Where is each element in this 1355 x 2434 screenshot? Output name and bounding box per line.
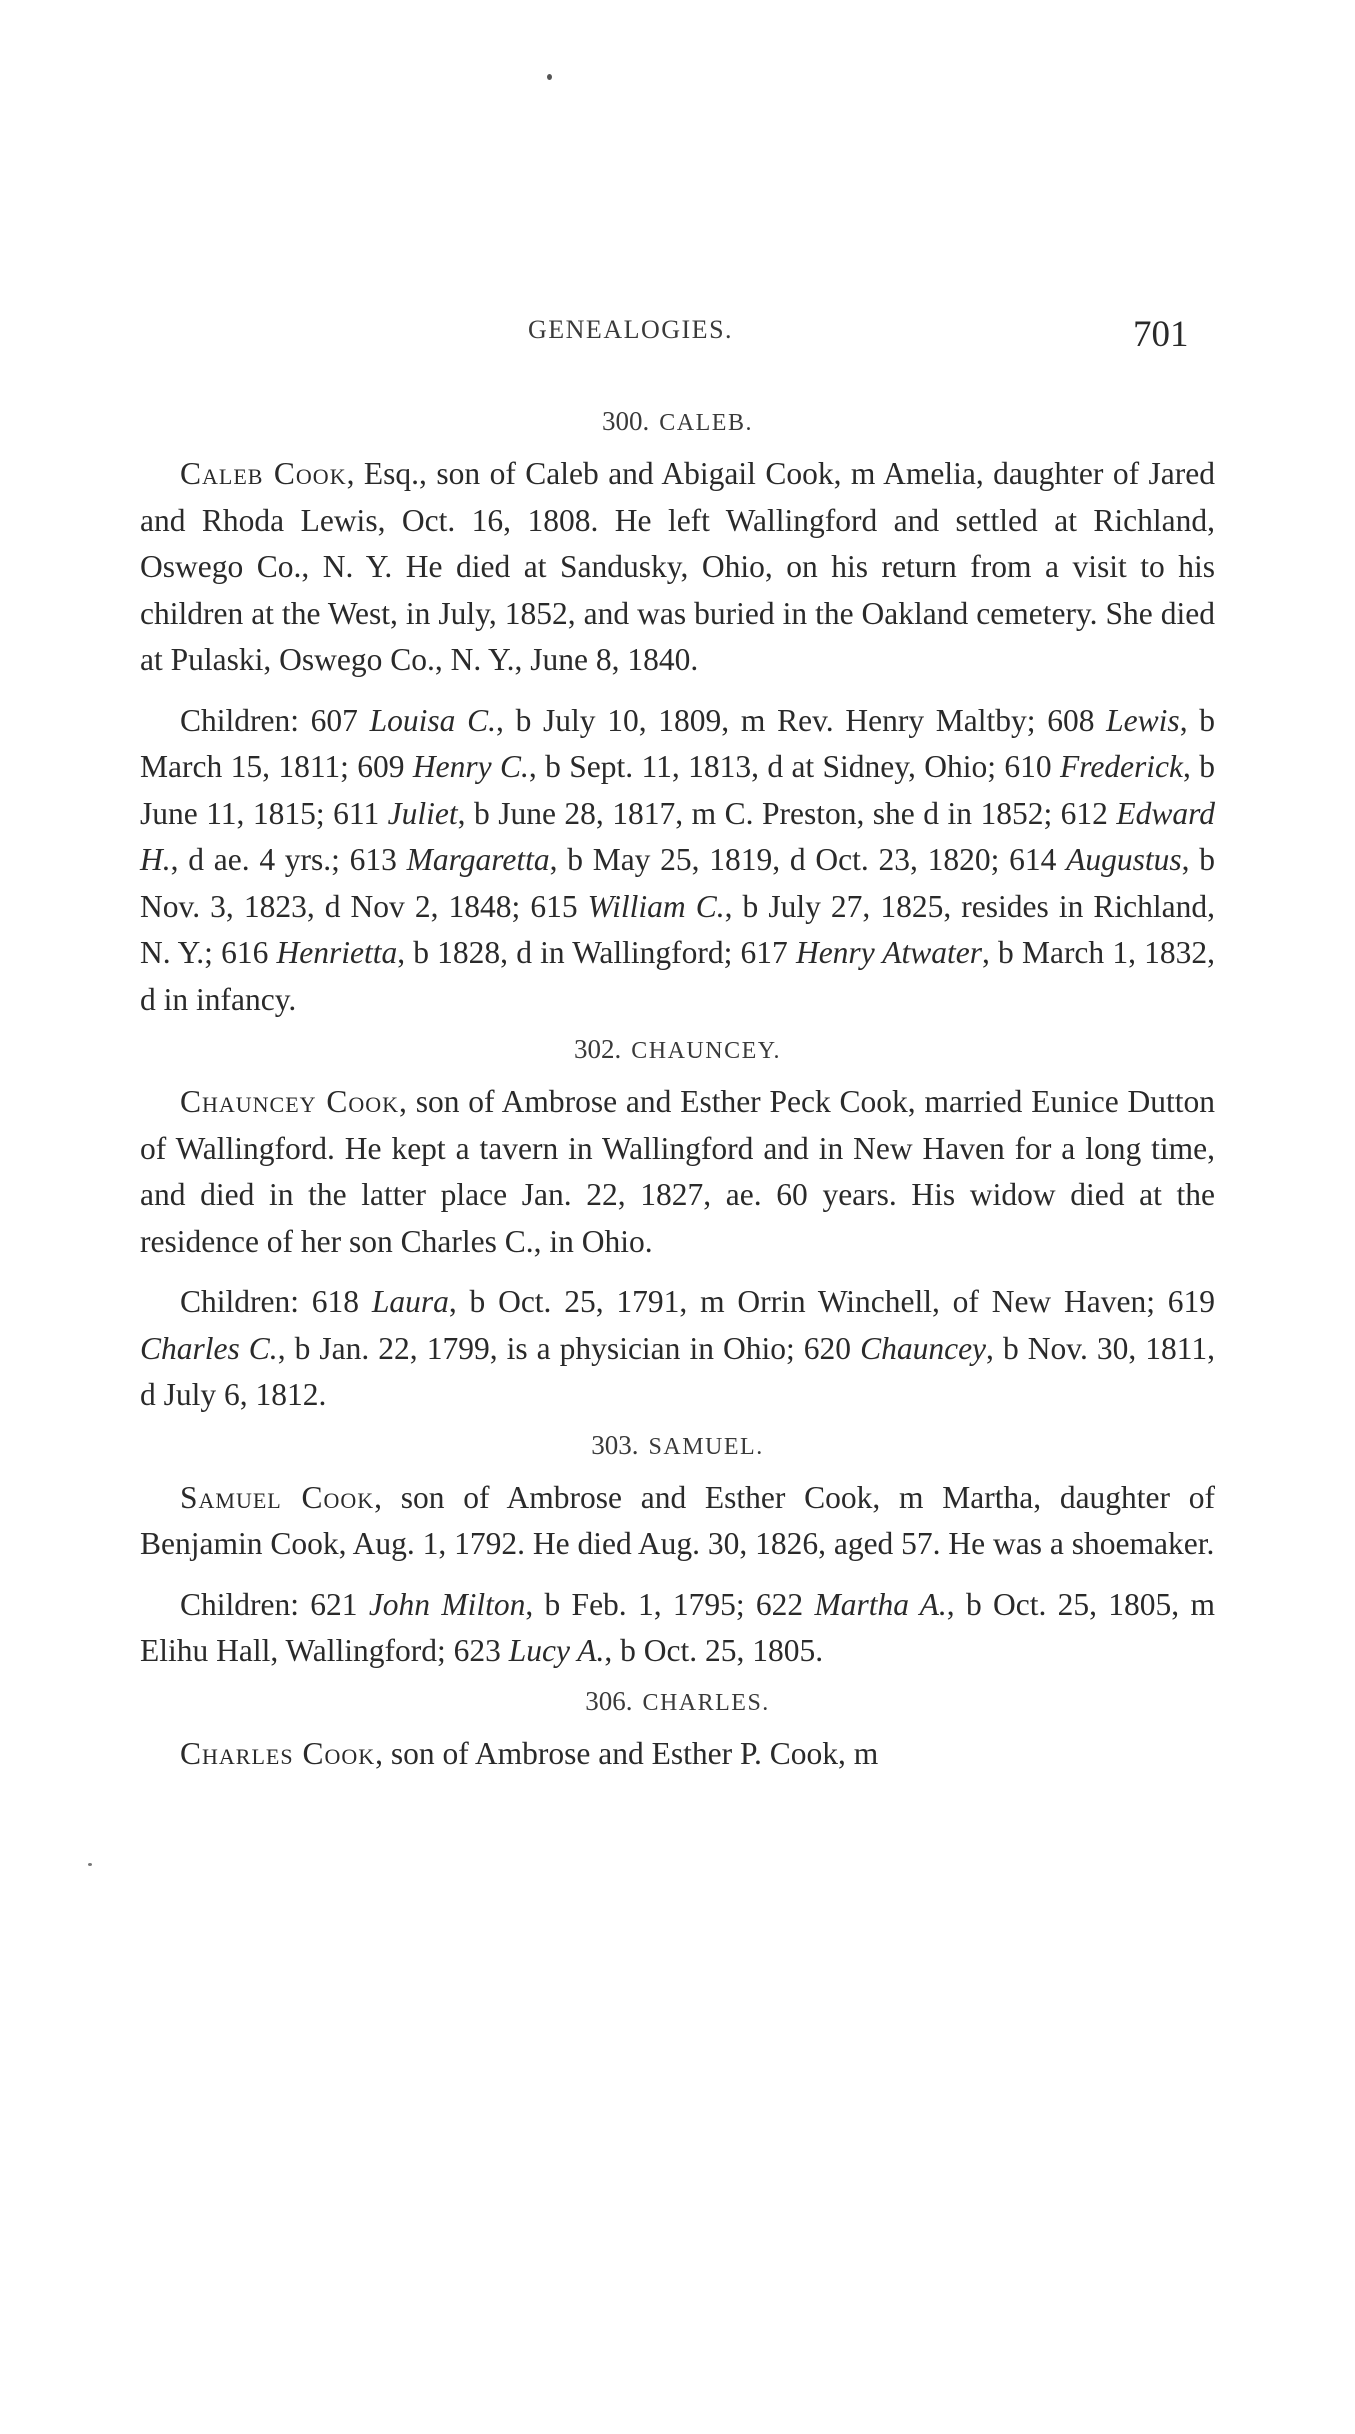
page-number: 701 [1133,314,1189,355]
paragraph [140,698,1215,1024]
italic-name: Henry C. [412,749,529,784]
text-run: , b Nov. 3, 1823, d Nov 2, 1848; 615 [140,842,1215,924]
paragraph [140,451,1215,684]
text-run: , b July 27, 1825, resides in Richland, N. Y.; 616 [140,888,1215,970]
section-heading [140,1029,1215,1069]
text-run: , b 1828, d in Wallingford; 617 [397,935,796,970]
italic-name: Augustus [1066,842,1182,877]
text-run: , b Oct. 25, 1791, m Orrin Winchell, of New Haven; 619 [448,1284,1215,1319]
person-name: Charles Cook [180,1735,376,1771]
text-run: , b May 25, 1819, d Oct. 23, 1820; 614 [549,842,1067,877]
page-header [0,313,1355,373]
section-number: 303. [591,1429,639,1460]
italic-name: John Milton [368,1586,526,1622]
italic-name: William C. [587,888,725,924]
person-name: Caleb Cook [180,456,347,491]
person-name: Chauncey Cook [180,1084,400,1119]
section-heading [140,1425,1215,1465]
person-name: Samuel Cook [180,1479,375,1515]
italic-name: Laura [371,1284,449,1319]
section-title: CHARLES. [642,1689,770,1716]
text-run: , b Nov. 30, 1811, d July 6, 1812. [140,1330,1215,1412]
italic-name: Charles C. [140,1330,278,1366]
section-heading [140,1681,1215,1721]
text-run: , b March 1, 1832, d in infancy. [140,935,1215,1017]
italic-name: Juliet [387,795,458,831]
section-number: 306. [585,1685,633,1716]
paragraph [140,1079,1215,1265]
italic-name: Chauncey [860,1330,987,1366]
paragraph [140,1279,1215,1419]
text-run: Children: 621 [180,1586,369,1622]
page-body [140,395,1215,1777]
section-title: CHAUNCEY. [631,1038,781,1064]
page-speck [88,1863,92,1866]
italic-name: Edward H. [140,795,1215,877]
text-run: , b Sept. 11, 1813, d at Sidney, Ohio; 610 [528,749,1060,784]
italic-name: Henrietta [276,935,398,970]
text-run: , d ae. 4 yrs.; 613 [170,842,407,877]
text-run: , b Oct. 25, 1805. [604,1633,824,1668]
text-run: , son of Ambrose and Esther Cook, m Martha, daughter of Benjamin Cook, Aug. 1, 1792. He died Aug. 30, 1826, aged 57. He was a shoemaker. [140,1479,1216,1561]
text-run: , b July 10, 1809, m Rev. Henry Maltby; 608 [496,702,1107,738]
text-run: , son of Ambrose and Esther Peck Cook, married Eunice Dutton of Wallingford. He kept a tavern in Wallingford and in New Haven for a long time, and died in the latter place Jan. 22, 1827, ae. 60 years. His widow died at the residence of her son Charles C., in Ohio. [140,1084,1215,1259]
text-run: , son of Ambrose and Esther P. Cook, m [375,1735,879,1771]
paragraph [140,1475,1215,1568]
paragraph [140,1731,1215,1778]
text-run: Children: 607 [180,702,370,738]
text-run: , b Oct. 25, 1805, m Elihu Hall, Wallingford; 623 [140,1586,1215,1668]
running-head: GENEALOGIES. [528,315,734,344]
italic-name: Lewis [1106,702,1180,738]
italic-name: Margaretta [406,842,550,877]
page-speck [547,74,552,80]
italic-name: Frederick [1059,749,1184,784]
italic-name: Martha A. [814,1586,947,1622]
paragraph [140,1582,1215,1675]
text-run: , b June 11, 1815; 611 [140,749,1216,831]
section-title: SAMUEL. [648,1433,764,1460]
section-title: CALEB. [659,410,753,436]
section-number: 302. [574,1034,622,1064]
section-heading [140,401,1215,441]
italic-name: Henry Atwater [795,935,983,970]
text-run: , b June 28, 1817, m C. Preston, she d in 1852; 612 [457,795,1117,831]
section-number: 300. [602,406,650,436]
text-run: , b Jan. 22, 1799, is a physician in Ohio; 620 [277,1330,861,1366]
italic-name: Lucy A. [508,1633,605,1668]
text-run: Children: 618 [180,1284,372,1319]
text-run: , b Feb. 1, 1795; 622 [525,1586,815,1622]
text-run: , Esq., son of Caleb and Abigail Cook, m Amelia, daughter of Jared and Rhoda Lewis, Oct. 16, 1808. He left Wallingford and settled at Richland, Oswego Co., N. Y. He died at Sandusky, Ohio, on his return from a visit to his children at the West, in July, 1852, and was buried in the Oakland cemetery. She died at Pulaski, Oswego Co., N. Y., June 8, 1840. [140,456,1215,677]
italic-name: Louisa C. [369,702,497,738]
text-run: , b March 15, 1811; 609 [140,702,1216,784]
